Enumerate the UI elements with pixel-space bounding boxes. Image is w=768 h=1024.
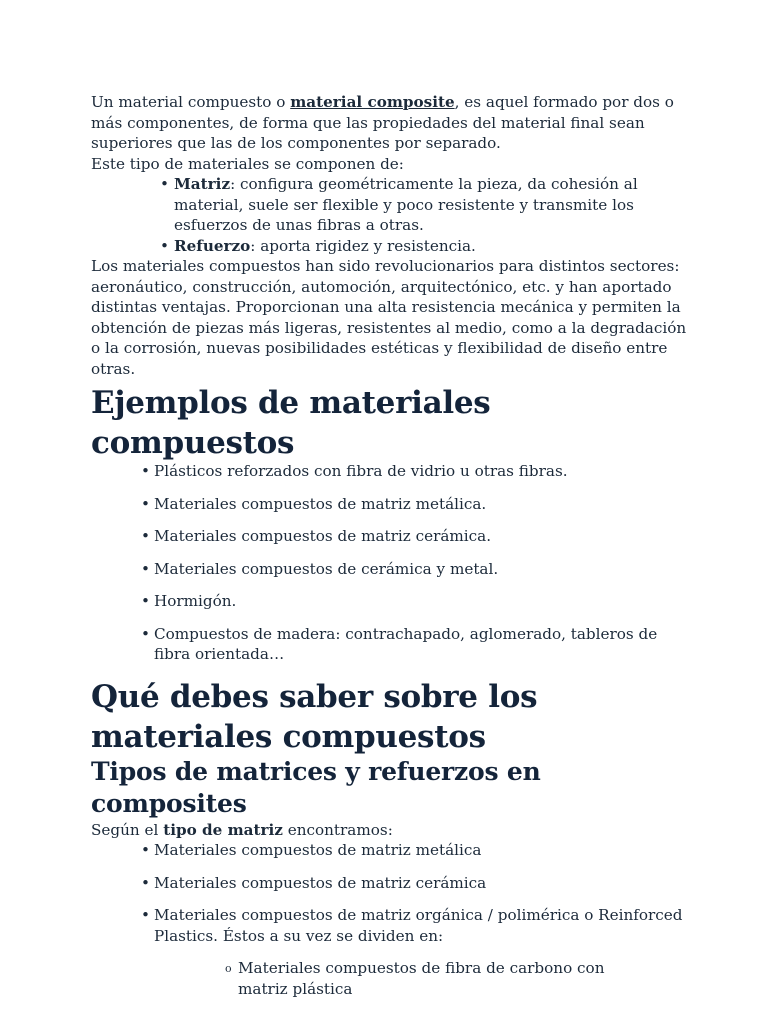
components-list xyxy=(174,174,691,256)
sectors-paragraph: Los materiales compuestos han sido revolucionarios para distintos sectores: aeronáutico, construcción, automoción, arquitectónico, etc. y han aportado distintas ventajas. Proporcionan una alta resistencia mecánica y permiten la obtención de piezas más ligeras, resistentes al medio, como a la degradación o la corrosión, nuevas posibilidades estéticas y flexibilidad de diseño entre otras. xyxy=(91,257,687,378)
examples-heading: Ejemplos de materiales compuestos xyxy=(91,385,491,461)
intro-paragraph xyxy=(91,92,691,154)
list-item: • Materiales compuestos de matriz metálica. xyxy=(154,494,691,515)
desc-refuerzo: : aporta rigidez y resistencia. xyxy=(250,236,476,255)
list-item: • Hormigón. xyxy=(154,591,691,612)
list-item: • Materiales compuestos de matriz cerámica. xyxy=(154,526,691,547)
matrix-intro-bold: tipo de matriz xyxy=(163,820,283,839)
section2-heading: Qué debes saber sobre los materiales compuestos xyxy=(91,678,538,755)
matrix-types-heading: Tipos de matrices y refuerzos en composites xyxy=(91,756,541,818)
list-item xyxy=(174,236,691,257)
list-item: • Materiales compuestos de matriz orgánica / polimérica o Reinforced Plastics. Éstos a su vez se dividen en: xyxy=(154,905,691,946)
matrix-intro-before: Según el xyxy=(91,820,164,839)
list-item: • Materiales compuestos de matriz cerámica xyxy=(154,873,691,894)
intro-text-before: Un material compuesto o xyxy=(91,93,291,111)
organic-subtypes-list xyxy=(238,958,691,999)
material-composite-link[interactable]: material composite xyxy=(290,93,455,111)
list-item: • Compuestos de madera: contrachapado, aglomerado, tableros de fibra orientada… xyxy=(154,624,691,665)
list-item: • Materiales compuestos de matriz metálica xyxy=(154,840,691,861)
matrix-types-list xyxy=(154,840,691,946)
examples-list xyxy=(154,461,691,665)
document-page xyxy=(91,92,691,999)
term-matriz: Matriz xyxy=(174,175,231,193)
list-item: o Materiales compuestos de fibra de carbono con matriz plástica xyxy=(238,958,658,999)
list-item: • Plásticos reforzados con fibra de vidrio u otras fibras. xyxy=(154,461,691,482)
list-item xyxy=(174,174,691,236)
intro-text-after: , es aquel formado por dos o más componentes, de forma que las propiedades del material final sean superiores que las de los componentes por separado. xyxy=(91,93,674,152)
matrix-types-intro xyxy=(91,820,691,841)
components-intro: Este tipo de materiales se componen de: xyxy=(91,154,404,173)
desc-matriz: : configura geométricamente la pieza, da cohesión al material, suele ser flexible y poco resistente y transmite los esfuerzos de unas fibras a otras. xyxy=(174,175,638,234)
matrix-intro-after: encontramos: xyxy=(282,820,393,839)
term-refuerzo: Refuerzo xyxy=(174,236,251,255)
list-item: • Materiales compuestos de cerámica y metal. xyxy=(154,559,691,580)
